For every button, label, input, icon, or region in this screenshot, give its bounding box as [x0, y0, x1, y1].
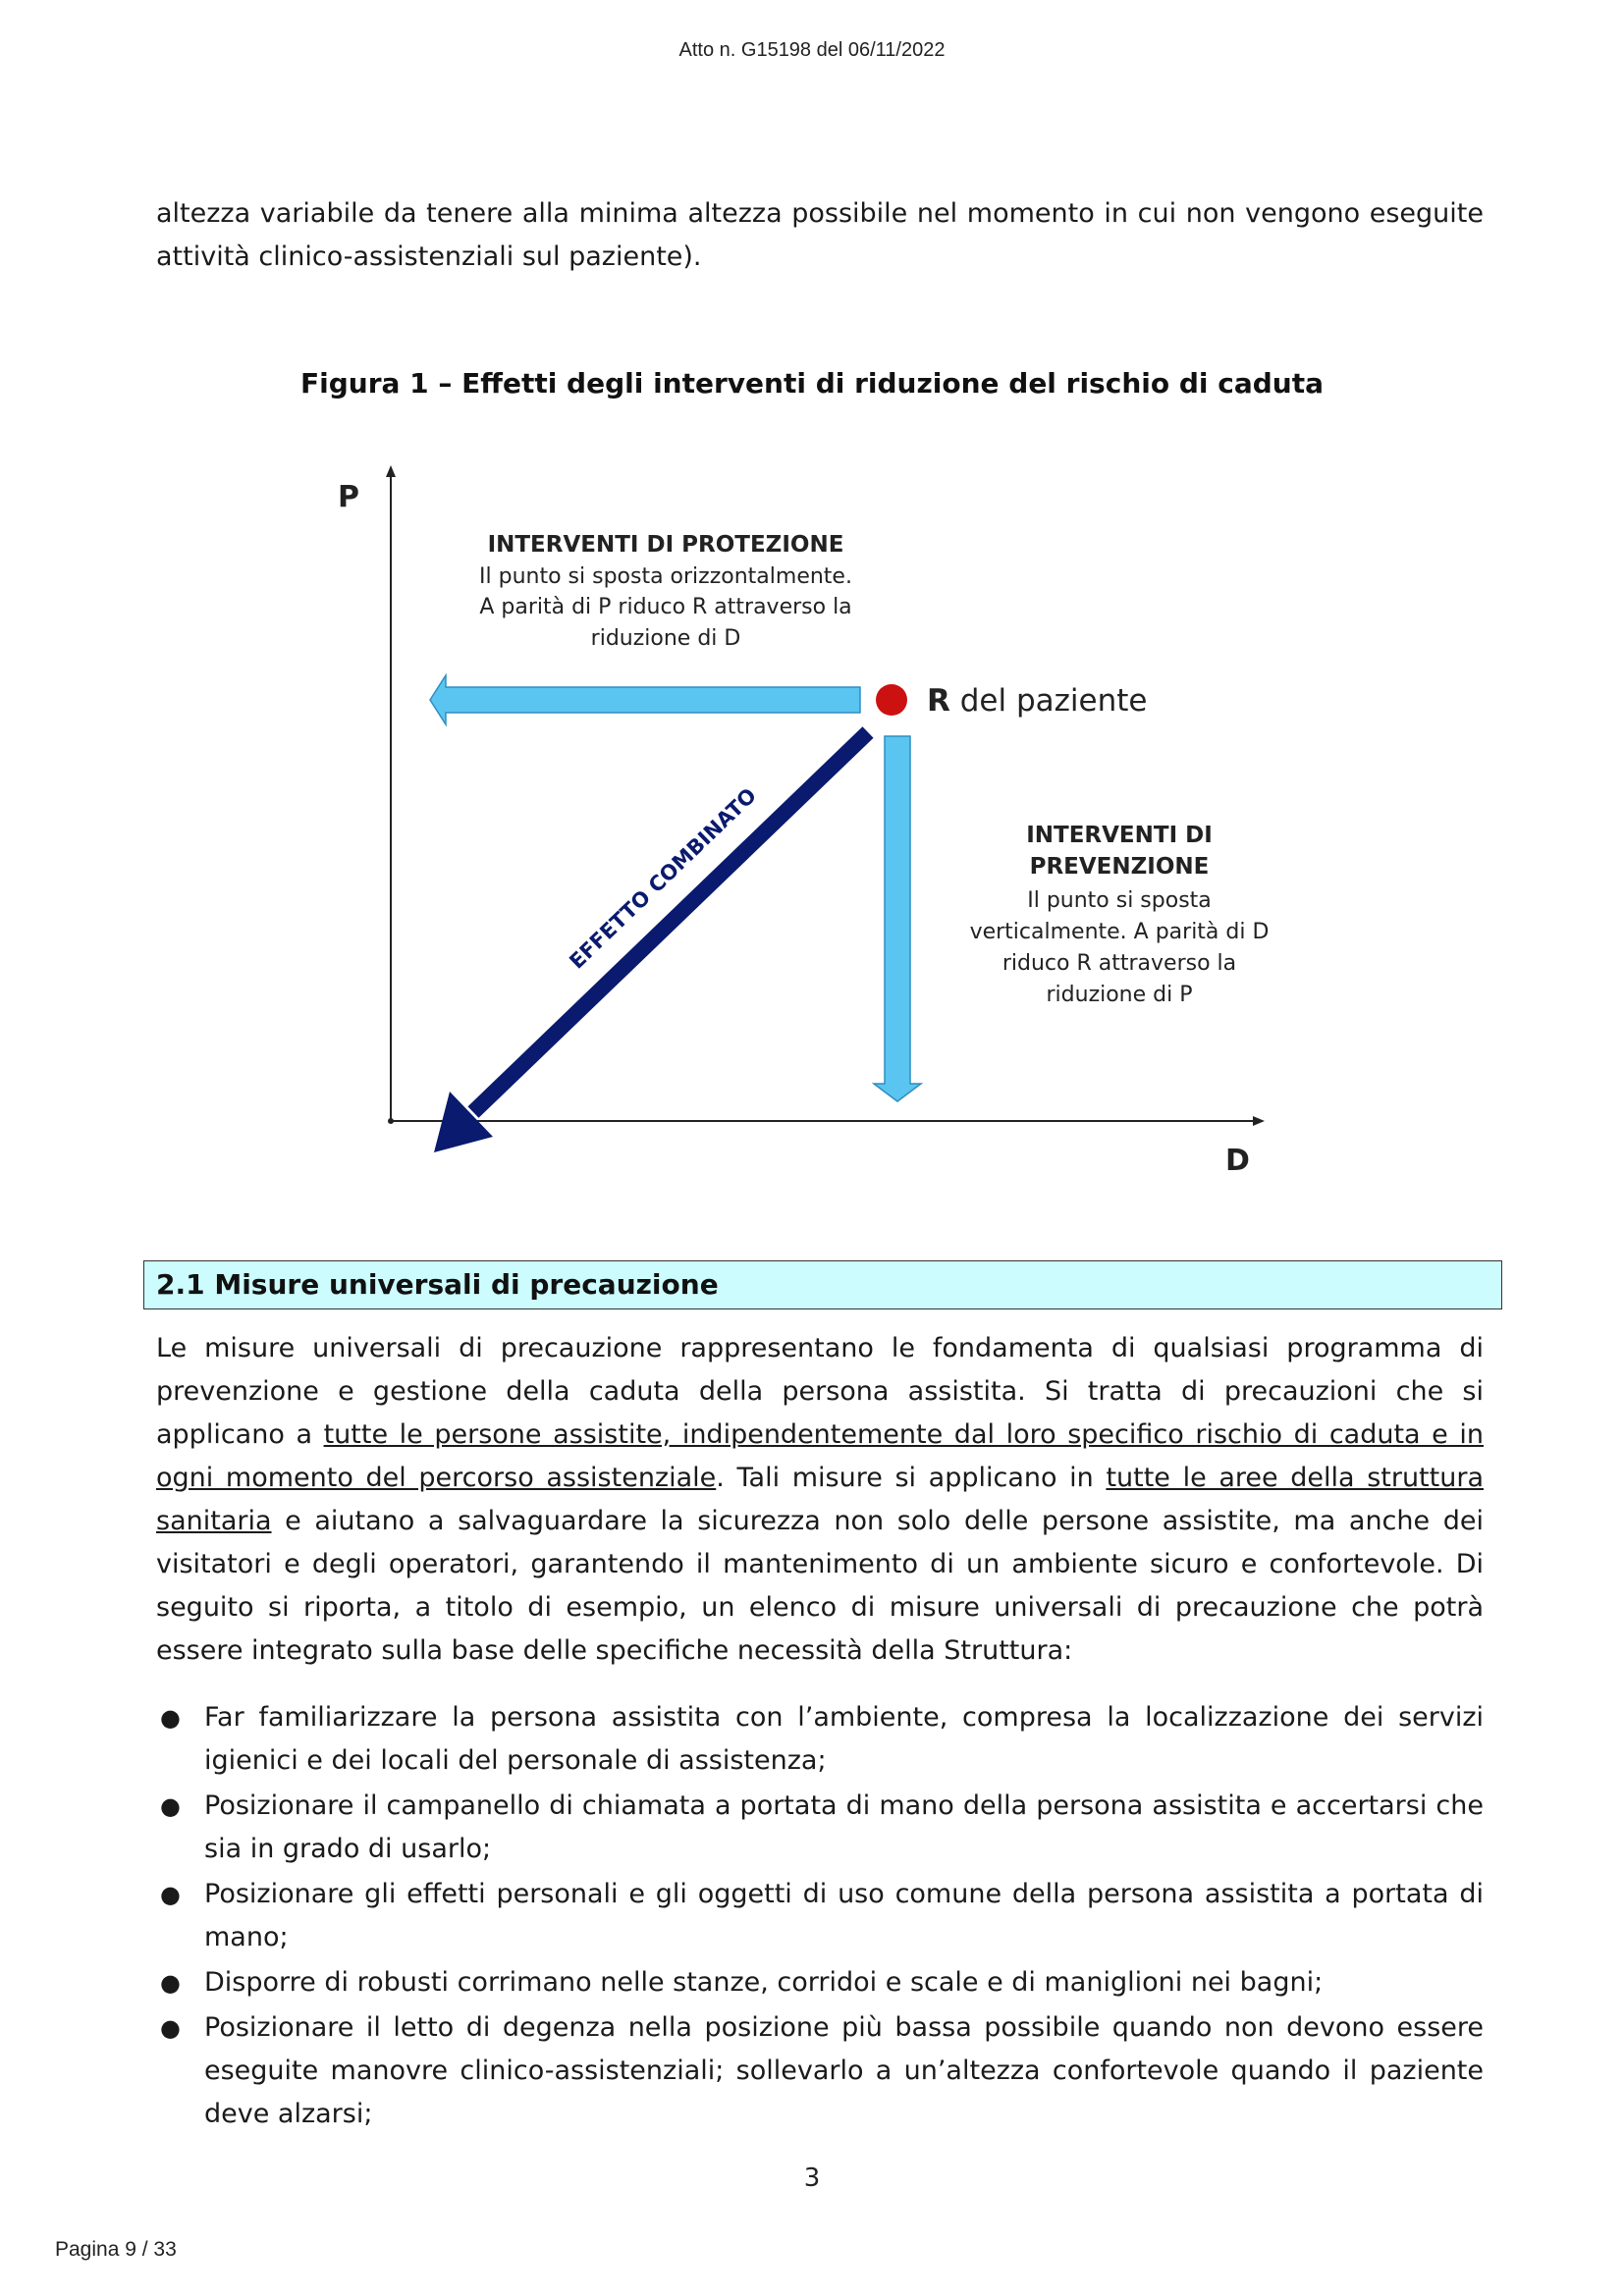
protection-line: Il punto si sposta orizzontalmente. — [479, 564, 852, 589]
intro-paragraph: altezza variabile da tenere alla minima altezza possibile nel momento in cui non vengono eseguite attività clinico-assistenziali sul paziente). — [156, 198, 1484, 272]
bullet-icon: ● — [160, 1704, 181, 1732]
y-axis-arrowhead — [386, 465, 396, 477]
x-axis-arrowhead — [1253, 1116, 1265, 1126]
axis-x-label: D — [1225, 1144, 1250, 1178]
figure-caption: Figura 1 – Effetti degli interventi di riduzione del rischio di caduta — [300, 367, 1324, 400]
section-heading-box — [143, 1260, 1502, 1309]
page-number: 3 — [803, 2163, 821, 2193]
bullet-icon: ● — [160, 1792, 181, 1820]
protection-title: INTERVENTI DI PROTEZIONE — [487, 532, 844, 558]
list-item — [156, 1696, 1484, 1783]
bullet-icon: ● — [160, 1881, 181, 1908]
risk-point — [876, 684, 907, 716]
list-item-text: Posizionare gli effetti personali e gli oggetti di uso comune della persona assistita a portata di mano; — [204, 1879, 1484, 1952]
list-item — [156, 1785, 1484, 1871]
list-item — [156, 2006, 1484, 2136]
prevention-title: INTERVENTI DI — [1026, 823, 1213, 848]
risk-point-label: R del paziente — [927, 683, 1148, 719]
prevention-title: PREVENZIONE — [1029, 854, 1210, 880]
protection-line: riduzione di D — [590, 626, 741, 651]
main-paragraph — [156, 1327, 1484, 1673]
horizontal-arrow — [430, 675, 860, 724]
page-footer: Pagina 9 / 33 — [55, 2238, 177, 2261]
main-paragraph-text: . Tali misure si applicano in — [716, 1463, 1107, 1493]
measures-list — [156, 1696, 1484, 2138]
underlined-text: tutte le persone assistite, indipendentemente dal loro specifico rischio di caduta e in ogni momento del percorso assistenziale — [156, 1419, 1484, 1493]
list-item-text: Far familiarizzare la persona assistita con l’ambiente, compresa la localizzazione dei servizi igienici e dei locali del personale di assistenza; — [204, 1702, 1484, 1776]
list-item-text: Posizionare il letto di degenza nella posizione più bassa possibile quando non devono essere eseguite manovre clinico-assistenziali; sollevarlo a un’altezza confortevole quando il paziente deve alzarsi; — [204, 2012, 1484, 2129]
list-item — [156, 1961, 1484, 2004]
document-header: Atto n. G15198 del 06/11/2022 — [678, 39, 946, 61]
combined-effect-label: EFFETTO COMBINATO — [565, 783, 761, 974]
vertical-arrow — [874, 736, 921, 1101]
section-title: 2.1 Misure universali di precauzione — [156, 1268, 719, 1301]
risk-diagram — [324, 461, 1286, 1188]
prevention-line: verticalmente. A parità di D — [969, 920, 1270, 944]
protection-line: A parità di P riduco R attraverso la — [479, 595, 852, 619]
list-item — [156, 1873, 1484, 1959]
diagonal-arrow-shaft — [473, 732, 868, 1112]
underlined-text: tutte le aree della struttura sanitaria — [156, 1463, 1484, 1536]
list-item-text: Disporre di robusti corrimano nelle stanze, corridoi e scale e di maniglioni nei bagni; — [204, 1967, 1324, 1998]
axis-y-label: P — [338, 480, 359, 514]
prevention-line: riduzione di P — [1046, 983, 1193, 1007]
main-paragraph-text: Le misure universali di precauzione rappresentano le fondamenta di qualsiasi programma di prevenzione e gestione della caduta della persona assistita. Si tratta di precauzioni che si applicano a — [156, 1333, 1484, 1450]
bullet-icon: ● — [160, 1969, 181, 1997]
list-item-text: Posizionare il campanello di chiamata a portata di mano della persona assistita e accertarsi che sia in grado di usarlo; — [204, 1790, 1484, 1864]
prevention-line: riduco R attraverso la — [1001, 951, 1237, 976]
prevention-line: Il punto si sposta — [1027, 888, 1212, 913]
bullet-icon: ● — [160, 2014, 181, 2042]
origin-dot — [388, 1118, 394, 1124]
main-paragraph-text: e aiutano a salvaguardare la sicurezza non solo delle persone assistite, ma anche dei visitatori e degli operatori, garantendo il mantenimento di un ambiente sicuro e confortevole. Di seguito si riporta, a titolo di esempio, un elenco di misure universali di precauzione che potrà essere integrato sulla base delle specifiche necessità della Struttura: — [156, 1506, 1484, 1666]
